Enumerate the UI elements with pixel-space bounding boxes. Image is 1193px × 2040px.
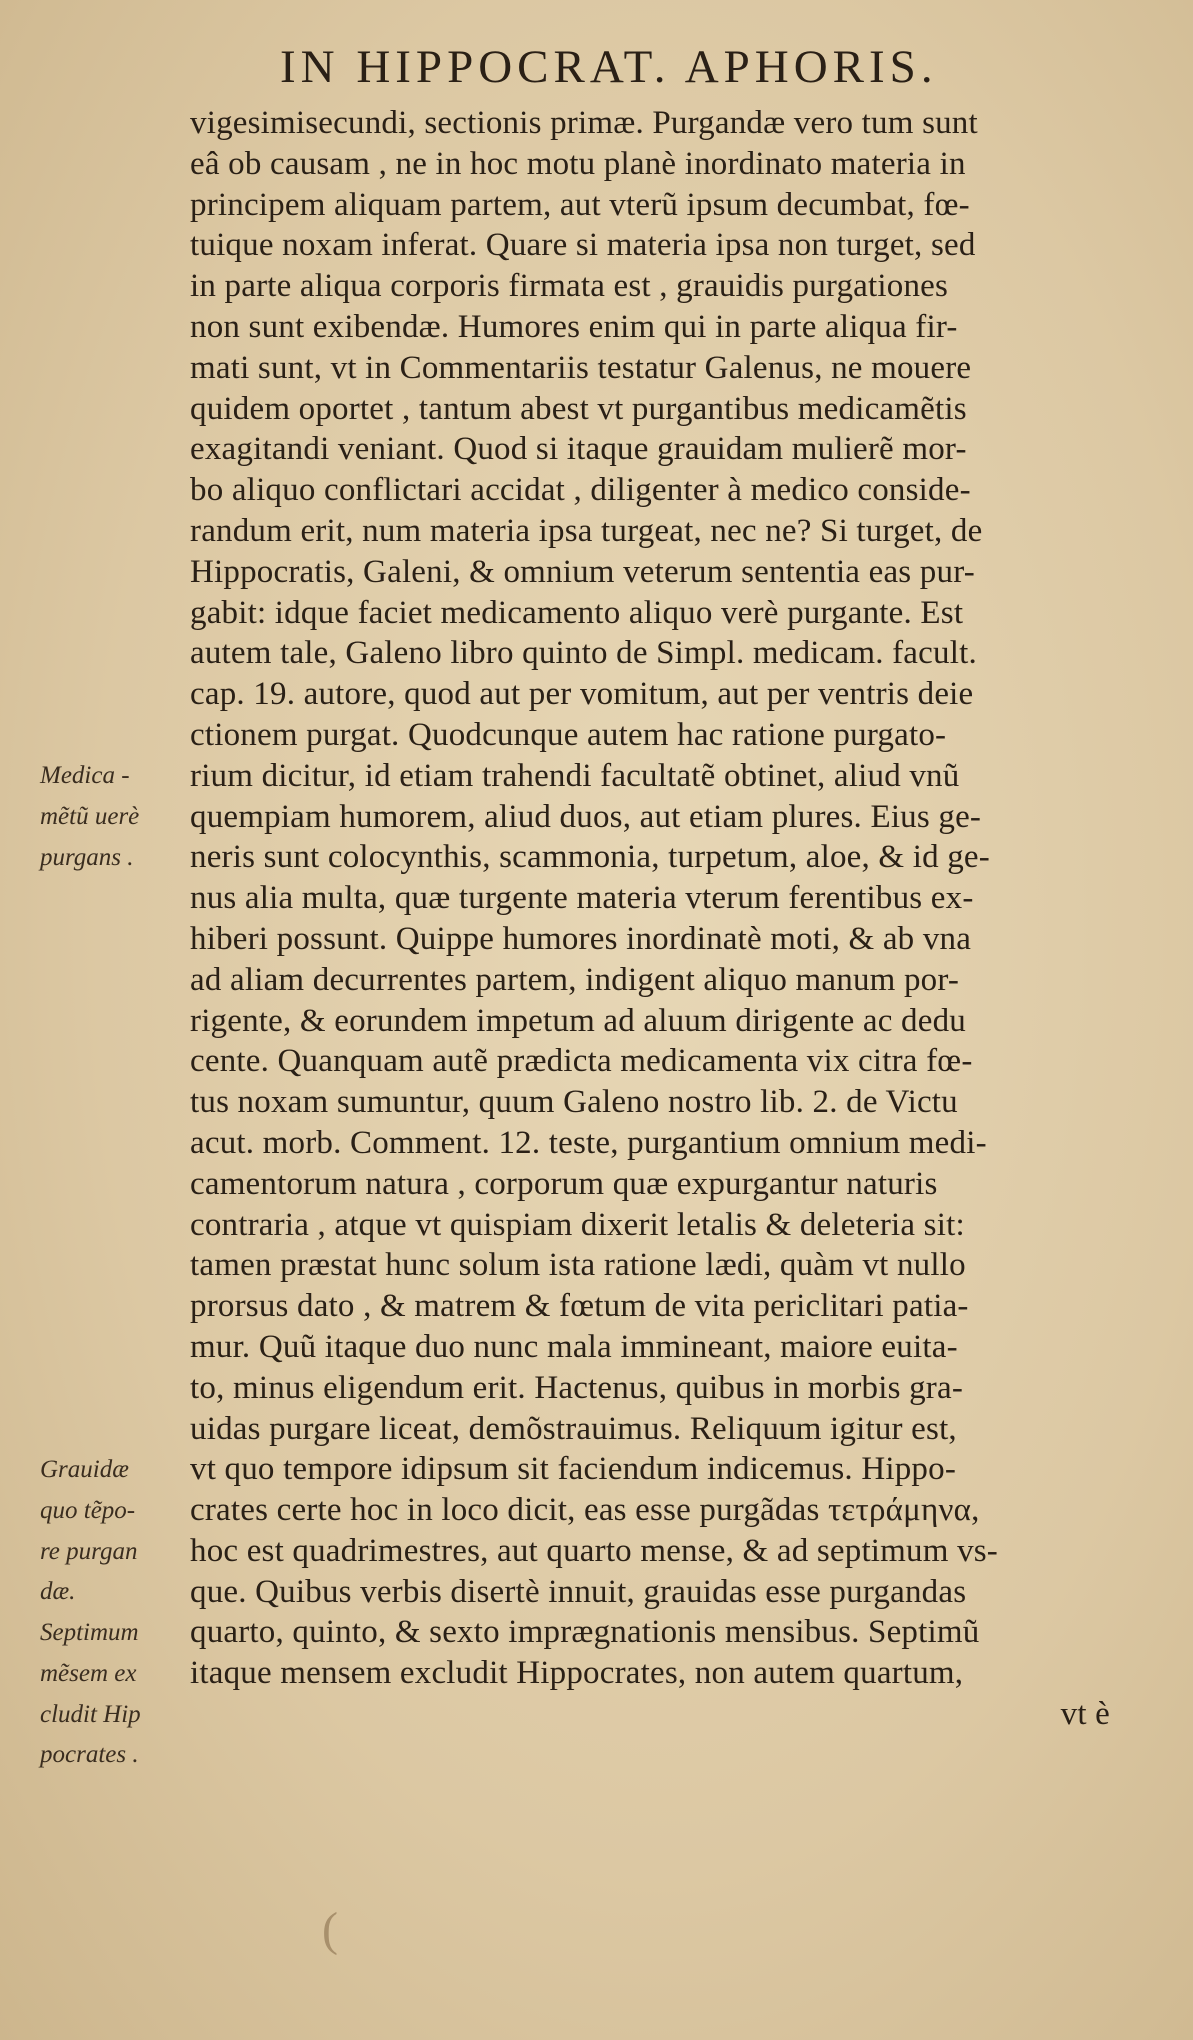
text-line: quarto, quinto, & sexto imprægnationis mensibus. Septimũ	[190, 1614, 980, 1651]
text-line: cente. Quanquam autẽ prædicta medicamenta vix citra fœ-	[190, 1043, 973, 1080]
text-line: quempiam humorem, aliud duos, aut etiam plures. Eius ge-	[190, 798, 982, 835]
text-line: Hippocratis, Galeni, & omnium veterum sententia eas pur-	[190, 553, 975, 590]
text-line: contraria , atque vt quispiam dixerit letalis & deleteria sit:	[190, 1206, 965, 1243]
text-line: neris sunt colocynthis, scammonia, turpetum, aloe, & id ge-	[190, 839, 990, 876]
text-line: rium dicitur, id etiam trahendi facultatẽ obtinet, aliud vnũ	[190, 757, 960, 794]
text-line: hoc est quadrimestres, aut quarto mense, & ad septimum vs-	[190, 1532, 998, 1569]
margin-note-line: mẽtũ uerè	[40, 802, 140, 830]
text-line: principem aliquam partem, aut vterũ ipsum decumbat, fœ-	[190, 186, 970, 223]
text-line: que. Quibus verbis disertè innuit, grauidas esse purgandas	[190, 1573, 967, 1610]
text-line: mur. Quũ itaque duo nunc mala immineant, maiore euita-	[190, 1328, 958, 1365]
text-line: vt quo tempore idipsum sit faciendum indicemus. Hippo-	[190, 1451, 957, 1488]
running-head: IN HIPPOCRAT. APHORIS.	[280, 41, 938, 93]
margin-note-line: cludit Hip	[40, 1700, 141, 1728]
text-line: crates certe hoc in loco dicit, eas esse purgãdas τετράμηνα,	[190, 1492, 980, 1529]
margin-note-line: mẽsem ex	[40, 1659, 137, 1687]
text-line: quidem oportet , tantum abest vt purgantibus medicamẽtis	[190, 390, 967, 427]
text-line: tuique noxam inferat. Quare si materia ipsa non turget, sed	[190, 227, 976, 264]
text-line: vigesimisecundi, sectionis primæ. Purgandæ vero tum sunt	[190, 105, 978, 141]
text-line: non sunt exibendæ. Humores enim qui in parte aliqua fir-	[190, 308, 958, 345]
text-line: rigente, & eorundem impetum ad aluum dirigente ac dedu	[190, 1002, 966, 1039]
text-line: camentorum natura , corporum quæ expurgantur naturis	[190, 1165, 938, 1202]
text-line: in parte aliqua corporis firmata est , grauidis purgationes	[190, 268, 949, 305]
text-line: acut. morb. Comment. 12. teste, purgantium omnium medi-	[190, 1124, 987, 1161]
page-stain-mark: (	[322, 1903, 338, 1956]
margin-note-line: Septimum	[40, 1619, 139, 1646]
margin-note-line: re purgan	[40, 1537, 138, 1565]
text-line: randum erit, num materia ipsa turgeat, nec ne? Si turget, de	[190, 512, 983, 549]
text-line: itaque mensem excludit Hippocrates, non autem quartum,	[190, 1655, 964, 1692]
margin-note-line: Medica -	[40, 762, 130, 789]
text-line: hiberi possunt. Quippe humores inordinatè moti, & ab vna	[190, 920, 972, 957]
margin-note-septimum	[40, 1613, 190, 1776]
text-line: tus noxam sumuntur, quum Galeno nostro lib. 2. de Victu	[190, 1084, 958, 1121]
text-line: bo aliquo conflictari accidat , diligenter à medico conside-	[190, 472, 971, 509]
text-line: uidas purgare liceat, demõstrauimus. Reliquum igitur est,	[190, 1410, 957, 1447]
margin-note-grauidae	[40, 1450, 190, 1613]
margin-note-line: dæ.	[40, 1578, 76, 1606]
text-line: ad aliam decurrentes partem, indigent aliquo manum por-	[190, 961, 960, 998]
margin-note-medicamentum	[40, 756, 190, 878]
text-line: mati sunt, vt in Commentariis testatur Galenus, ne mouere	[190, 349, 972, 386]
text-line: nus alia multa, quæ turgente materia vterum ferentibus ex-	[190, 880, 974, 917]
text-line: eâ ob causam , ne in hoc motu planè inordinato materia in	[190, 145, 966, 182]
catchword: vt è	[1060, 1696, 1110, 1733]
text-line: prorsus dato , & matrem & fœtum de vita periclitari patia-	[190, 1288, 969, 1325]
text-line: to, minus eligendum erit. Hactenus, quibus in morbis gra-	[190, 1369, 964, 1406]
body-text	[190, 103, 1150, 1735]
text-line: autem tale, Galeno libro quinto de Simpl. medicam. facult.	[190, 635, 977, 672]
text-line: cap. 19. autore, quod aut per vomitum, aut per ventris deie	[190, 676, 974, 713]
margin-note-line: purgans .	[40, 843, 134, 871]
margin-note-line: pocrates .	[40, 1741, 139, 1769]
text-line: exagitandi veniant. Quod si itaque grauidam mulierẽ mor-	[190, 431, 967, 468]
text-line: ctionem purgat. Quodcunque autem hac ratione purgato-	[190, 716, 947, 753]
text-line: tamen præstat hunc solum ista ratione lædi, quàm vt nullo	[190, 1247, 966, 1284]
text-line: gabit: idque faciet medicamento aliquo verè purgante. Est	[190, 594, 964, 631]
margin-note-line: quo tẽpo-	[40, 1496, 136, 1524]
margin-note-line: Grauidæ	[40, 1456, 129, 1483]
